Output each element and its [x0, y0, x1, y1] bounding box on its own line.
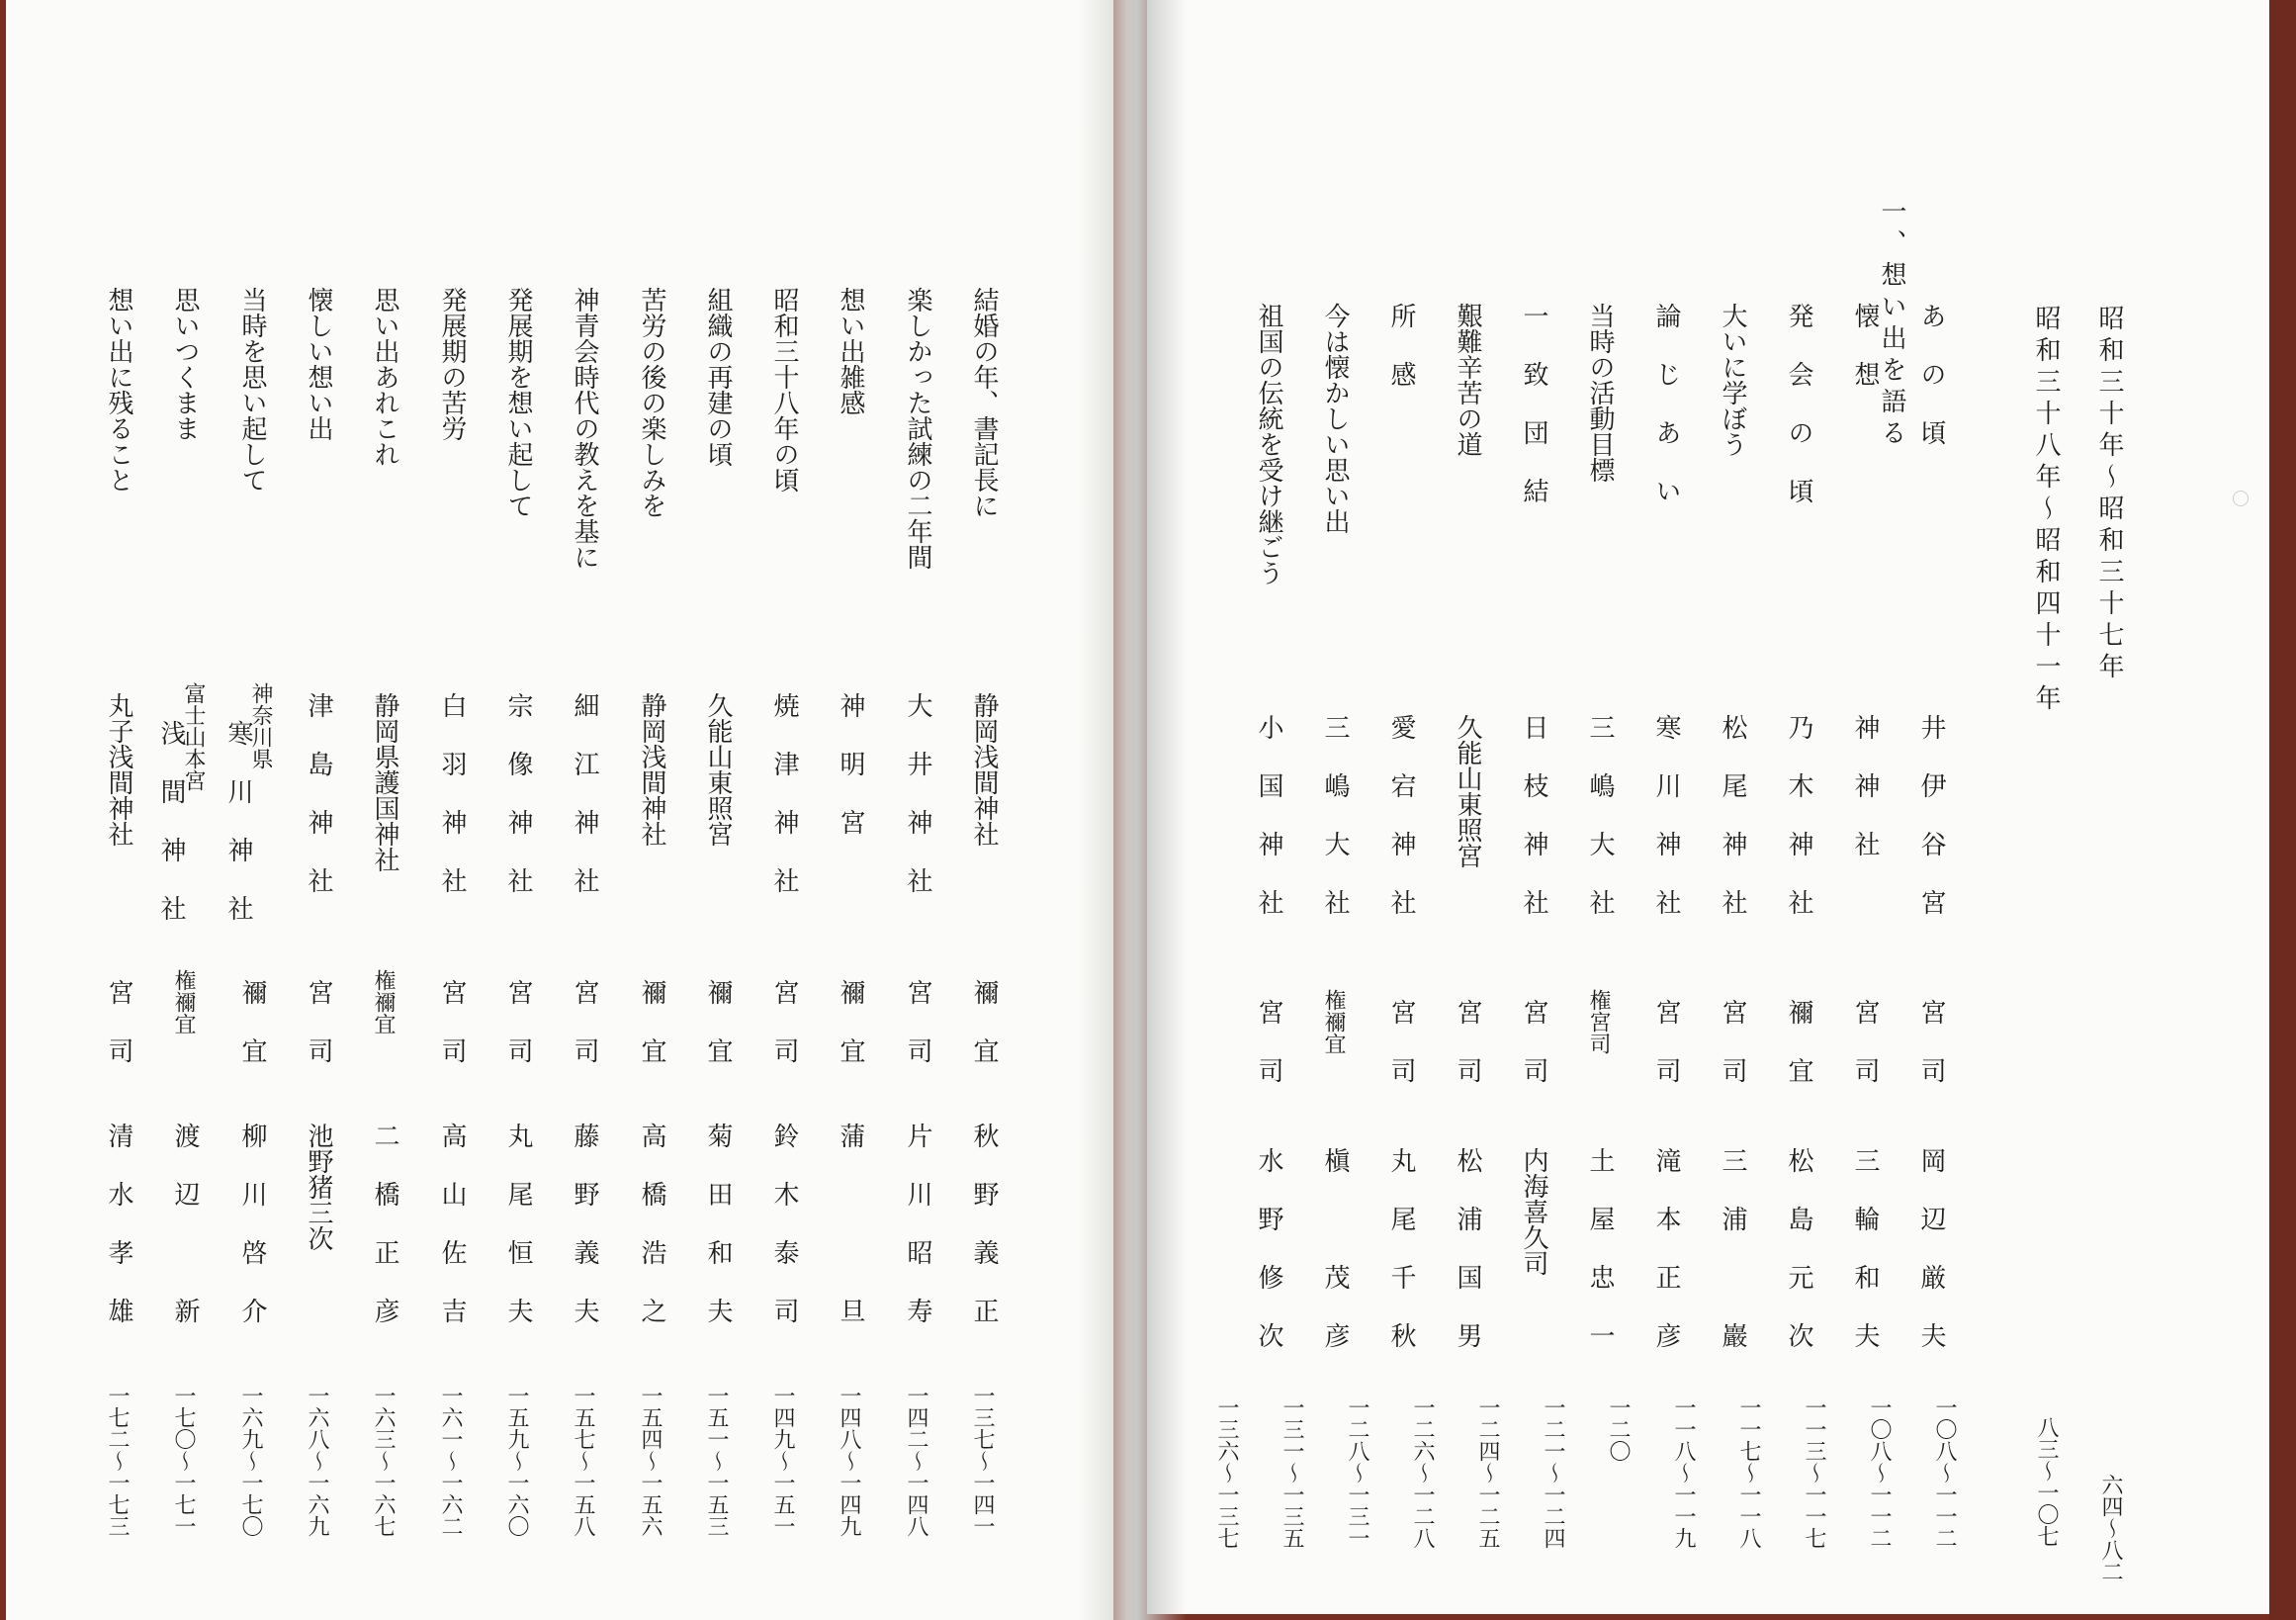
- entry-title: 想い出雑感: [836, 287, 865, 415]
- era-heading-1-pages: 六四〜八二: [2098, 1474, 2123, 1582]
- entry-person: 松浦国男: [1453, 1147, 1482, 1381]
- entry-shrine: 乃木神社: [1784, 714, 1813, 947]
- entry-title: 組織の再建の頃: [703, 287, 733, 467]
- entry-rank: 宮司: [1453, 999, 1482, 1116]
- entry-pages: 一三七〜一四一: [970, 1385, 995, 1537]
- entry-rank: 宮司: [437, 979, 467, 1096]
- entry-pages: 一〇八〜一一二: [1932, 1396, 1957, 1549]
- entry-pages: 一六三〜一六七: [371, 1385, 396, 1537]
- entry-title: 大いに学ぼう: [1718, 303, 1747, 457]
- era-heading-2: 昭和三十八年〜昭和四十一年: [2031, 305, 2061, 716]
- entry-shrine: 細江神社: [570, 692, 599, 926]
- entry-rank: 宮司: [1718, 999, 1747, 1116]
- entry-pages: 一六八〜一六九: [305, 1385, 329, 1537]
- entry-person: 滝本正彦: [1651, 1147, 1681, 1381]
- entry-shrine: 日枝神社: [1519, 714, 1548, 947]
- entry-rank: 宮司: [1850, 999, 1880, 1116]
- entry-pages: 一四二〜一四八: [904, 1385, 928, 1537]
- entry-title: 思い出あれこれ: [370, 287, 399, 467]
- entry-title: 今は懐かしい思い出: [1320, 303, 1350, 534]
- entry-shrine-line: 寒川神社: [223, 720, 253, 953]
- entry-title: 昭和三十八年の頃: [769, 287, 799, 493]
- era-heading-1: 昭和三十年〜昭和三十七年: [2094, 305, 2124, 684]
- entry-rank: 禰宜: [1784, 999, 1813, 1116]
- book-cover-edge: [2269, 0, 2296, 1620]
- entry-title: あの頃: [1916, 303, 1946, 478]
- entry-person: 柳川啓介: [237, 1123, 267, 1356]
- entry-person: 渡辺 新: [170, 1123, 200, 1356]
- entry-shrine: 神明宮: [836, 692, 865, 867]
- entry-rank: 権宮司: [1586, 989, 1611, 1054]
- entry-rank: 禰宜: [703, 979, 733, 1096]
- entry-title: 想い出に残ること: [104, 287, 133, 493]
- entry-title: 楽しかった試練の二年間: [903, 287, 932, 570]
- entry-person: 二橋正彦: [370, 1123, 399, 1356]
- entry-rank: 禰宜: [637, 979, 666, 1096]
- entry-rank: 宮司: [769, 979, 799, 1096]
- entry-shrine: 大井神社: [903, 692, 932, 926]
- entry-pages: 一三一〜一三五: [1280, 1396, 1304, 1549]
- entry-rank: 権禰宜: [171, 969, 196, 1035]
- entry-shrine: 津島神社: [304, 692, 333, 926]
- entry-title: 懐しい想い出: [304, 287, 333, 441]
- entry-shrine: 焼津神社: [769, 692, 799, 926]
- entry-pages: 一一三〜一一七: [1802, 1396, 1826, 1549]
- entry-person: 池野猪三次: [304, 1123, 333, 1251]
- entry-person: 土屋忠一: [1585, 1147, 1615, 1381]
- entry-pages: 一一七〜一一八: [1736, 1396, 1761, 1549]
- entry-pages: 一四八〜一四九: [837, 1385, 861, 1537]
- entry-person: 松島元次: [1784, 1147, 1813, 1381]
- entry-person: 丸尾千秋: [1386, 1147, 1416, 1381]
- entry-person: 片川昭寿: [903, 1123, 932, 1356]
- entry-rank: 宮司: [1254, 999, 1283, 1116]
- entry-shrine: 白羽神社: [437, 692, 467, 926]
- entry-person: 鈴木泰司: [769, 1123, 799, 1356]
- entry-person: 三浦 巖: [1718, 1147, 1747, 1381]
- entry-rank: 宮司: [1651, 999, 1681, 1116]
- entry-person: 丸尾恒夫: [503, 1123, 533, 1356]
- entry-shrine: 三嶋大社: [1585, 714, 1615, 947]
- entry-shrine: 寒川神社: [1651, 714, 1681, 947]
- entry-title: 祖国の伝統を受け継ごう: [1254, 303, 1283, 585]
- entry-person: 清水孝雄: [104, 1123, 133, 1356]
- entry-pages: 一二一〜一二四: [1541, 1396, 1565, 1549]
- entry-rank: 宮司: [104, 979, 133, 1096]
- entry-title: 発展期の苦労: [437, 287, 467, 441]
- entry-person: 秋野義正: [969, 1123, 999, 1356]
- entry-shrine: 神神社: [1850, 714, 1880, 889]
- entry-title: 論じあい: [1651, 303, 1681, 536]
- entry-title: 思いつくまま: [170, 287, 200, 441]
- entry-pages: 一五七〜一五八: [571, 1385, 595, 1537]
- entry-title: 結婚の年、書記長に: [969, 287, 999, 518]
- entry-pages: 一一八〜一一九: [1671, 1396, 1696, 1549]
- entry-person: 菊田和夫: [703, 1123, 733, 1356]
- entry-shrine: 丸子浅間神社: [104, 692, 133, 847]
- entry-person: 藤野義夫: [570, 1123, 599, 1356]
- entry-person: 水野修次: [1254, 1147, 1283, 1381]
- entry-shrine: 松尾神社: [1718, 714, 1747, 947]
- entry-shrine: 井伊谷宮: [1916, 714, 1946, 947]
- entry-pages: 一四九〜一五一: [770, 1385, 795, 1537]
- entry-pages: 一六一〜一六二: [438, 1385, 463, 1537]
- entry-title: 所感: [1386, 303, 1416, 419]
- entry-shrine: 小国神社: [1254, 714, 1283, 947]
- entry-pages: 一二四〜一二五: [1475, 1396, 1500, 1549]
- entry-shrine-line: 神奈川県: [248, 682, 273, 769]
- entry-shrine-line: 浅間神社: [156, 720, 186, 953]
- entry-title: 懐想: [1850, 303, 1880, 419]
- entry-pages: 一五四〜一五六: [638, 1385, 662, 1537]
- entry-title: 当時を思い起して: [237, 287, 267, 493]
- page-mark-icon: [2233, 491, 2249, 506]
- entry-shrine: 久能山東照宮: [703, 692, 733, 847]
- entry-shrine: 宗像神社: [503, 692, 533, 926]
- entry-shrine-line: 富士山本宮: [181, 682, 206, 791]
- entry-title: 一致団結: [1519, 303, 1548, 536]
- entry-person: 槇 茂彦: [1320, 1147, 1350, 1381]
- entry-rank: 宮司: [903, 979, 932, 1096]
- entry-title: 発展期を想い起して: [503, 287, 533, 518]
- entry-title: 当時の活動目標: [1585, 303, 1615, 483]
- entry-title: 艱難辛苦の道: [1453, 303, 1482, 457]
- entry-rank: 禰宜: [969, 979, 999, 1096]
- entry-rank: 宮司: [1916, 999, 1946, 1116]
- era-heading-2-pages: 八三〜一〇七: [2034, 1416, 2059, 1547]
- entry-person: 高橋浩之: [637, 1123, 666, 1356]
- entry-rank: 宮司: [570, 979, 599, 1096]
- entry-title: 発会の頃: [1784, 303, 1813, 536]
- book-gutter: [1078, 0, 1187, 1620]
- entry-pages: 一五一〜一五三: [704, 1385, 729, 1537]
- entry-pages: 一七〇〜一七一: [171, 1385, 196, 1537]
- entry-pages: 一六九〜一七〇: [238, 1385, 263, 1537]
- entry-pages: 一二八〜一三一: [1345, 1396, 1369, 1549]
- entry-rank: 宮司: [304, 979, 333, 1096]
- entry-shrine: 静岡浅間神社: [969, 692, 999, 847]
- entry-rank: 禰宜: [836, 979, 865, 1096]
- entry-title: 苦労の後の楽しみを: [637, 287, 666, 518]
- entry-rank: 権禰宜: [371, 969, 396, 1035]
- entry-person: 内海喜久司: [1519, 1147, 1548, 1276]
- entry-shrine: 三嶋大社: [1320, 714, 1350, 947]
- entry-person: 岡辺厳夫: [1916, 1147, 1946, 1381]
- entry-rank: 宮司: [1386, 999, 1416, 1116]
- entry-person: 三輪和夫: [1850, 1147, 1880, 1381]
- entry-pages: 一二〇: [1606, 1396, 1631, 1462]
- entry-rank: 権禰宜: [1321, 989, 1346, 1054]
- entry-rank: 禰宜: [237, 979, 267, 1096]
- section-title: 一、想い出を語る: [1877, 198, 1906, 451]
- entry-person: 高山佐吉: [437, 1123, 467, 1356]
- entry-title: 神青会時代の教えを基に: [570, 287, 599, 570]
- entry-shrine: 静岡県護国神社: [370, 692, 399, 872]
- entry-rank: 宮司: [503, 979, 533, 1096]
- entry-shrine: 久能山東照宮: [1453, 714, 1482, 868]
- entry-shrine: 静岡浅間神社: [637, 692, 666, 847]
- entry-pages: 一七二〜一七三: [105, 1385, 130, 1537]
- entry-shrine: 愛宕神社: [1386, 714, 1416, 947]
- entry-pages: 一二六〜一二八: [1410, 1396, 1435, 1549]
- entry-pages: 一五九〜一六〇: [504, 1385, 529, 1537]
- entry-rank: 宮司: [1519, 999, 1548, 1116]
- entry-person: 蒲 旦: [836, 1123, 865, 1356]
- entry-pages: 一三六〜一三七: [1214, 1396, 1239, 1549]
- entry-pages: 一〇八〜一一二: [1867, 1396, 1892, 1549]
